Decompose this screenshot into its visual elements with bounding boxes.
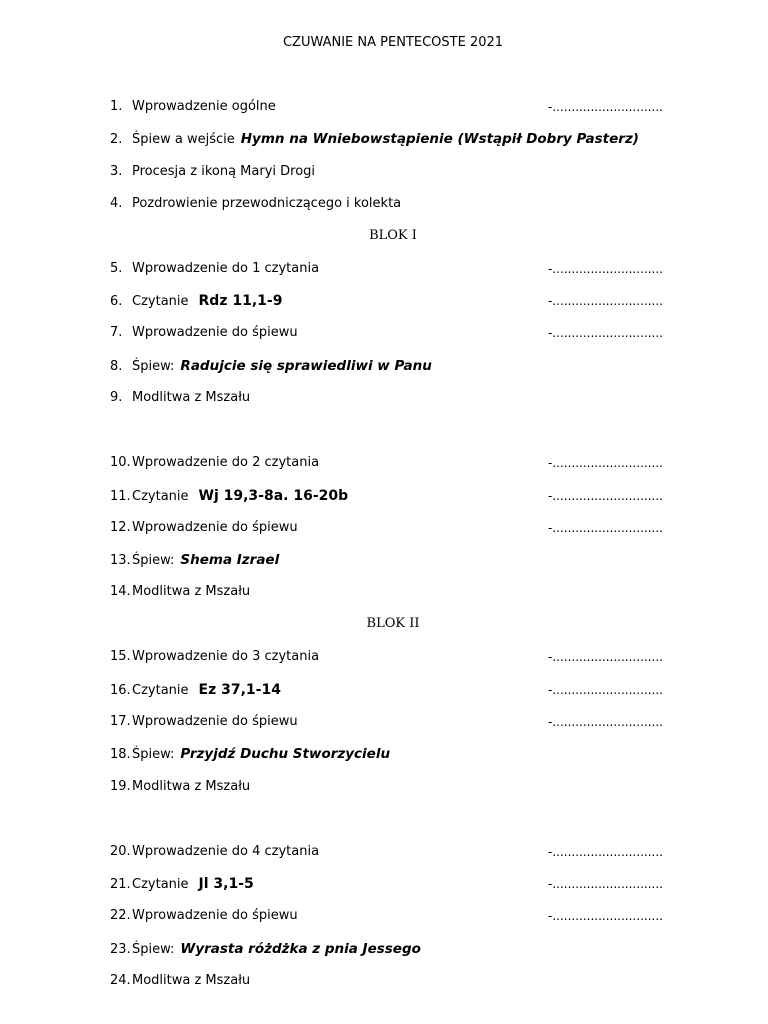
list-item	[110, 323, 670, 343]
item-text: Wprowadzenie do śpiewu	[132, 325, 298, 340]
item-text: Modlitwa z Mszału	[132, 779, 251, 794]
song-title: Hymn na Wniebowstąpienie (Wstąpił Dobry Pasterz)	[240, 131, 639, 147]
item-number: 22.	[110, 908, 131, 923]
item-number: 5.	[110, 261, 123, 276]
fill-in-dots: -.............................	[548, 845, 663, 859]
item-text: Modlitwa z Mszału	[132, 973, 251, 988]
fill-in-dots: -.............................	[548, 294, 663, 308]
list-item	[110, 680, 670, 700]
fill-in-dots: -.............................	[548, 683, 663, 697]
item-number: 3.	[110, 164, 123, 179]
scripture-reference: Ez 37,1-14	[198, 682, 281, 698]
item-number: 1.	[110, 99, 123, 114]
list-item	[110, 453, 670, 473]
item-text: Wprowadzenie do śpiewu	[132, 908, 298, 923]
item-text: Modlitwa z Mszału	[132, 584, 251, 599]
item-text: Wprowadzenie do 2 czytania	[132, 455, 320, 470]
item-text: Wprowadzenie do 3 czytania	[132, 649, 320, 664]
item-number: 17.	[110, 714, 131, 729]
scripture-reference: Rdz 11,1-9	[198, 293, 283, 309]
item-text: Czytanie	[132, 294, 189, 309]
item-number: 11.	[110, 489, 131, 504]
list-item	[110, 486, 670, 506]
item-text: Modlitwa z Mszału	[132, 390, 251, 405]
list-item	[110, 356, 670, 376]
list-item	[110, 939, 670, 959]
fill-in-dots: -.............................	[548, 909, 663, 923]
list-item	[110, 194, 670, 214]
list-item	[110, 744, 670, 764]
fill-in-dots: -.............................	[548, 456, 663, 470]
item-text: Wprowadzenie do 4 czytania	[132, 844, 320, 859]
item-number: 24.	[110, 973, 131, 988]
list-item	[110, 550, 670, 570]
item-number: 12.	[110, 520, 131, 535]
fill-in-dots: -.............................	[548, 100, 663, 114]
song-title: Radujcie się sprawiedliwi w Panu	[180, 358, 432, 374]
list-item	[110, 777, 670, 797]
fill-in-dots: -.............................	[548, 489, 663, 503]
item-text: Czytanie	[132, 877, 189, 892]
song-title: Przyjdź Duchu Stworzycielu	[180, 746, 391, 762]
item-number: 4.	[110, 196, 123, 211]
item-text: Śpiew:	[132, 553, 175, 568]
item-number: 13.	[110, 553, 131, 568]
item-number: 15.	[110, 649, 131, 664]
fill-in-dots: -.............................	[548, 715, 663, 729]
item-text: Wprowadzenie do śpiewu	[132, 714, 298, 729]
item-number: 2.	[110, 132, 123, 147]
item-text: Wprowadzenie do śpiewu	[132, 520, 298, 535]
item-number: 20.	[110, 844, 131, 859]
scripture-reference: Jl 3,1-5	[198, 876, 254, 892]
list-item	[110, 582, 670, 602]
list-item	[110, 971, 670, 991]
block-heading: BLOK II	[366, 616, 420, 631]
item-number: 18.	[110, 747, 131, 762]
list-item	[110, 842, 670, 862]
song-title: Shema Izrael	[180, 552, 280, 568]
item-text: Czytanie	[132, 683, 189, 698]
list-item	[110, 291, 670, 311]
item-number: 23.	[110, 942, 131, 957]
item-text: Śpiew:	[132, 942, 175, 957]
item-number: 10.	[110, 455, 131, 470]
fill-in-dots: -.............................	[548, 326, 663, 340]
list-item	[110, 97, 670, 117]
list-item	[110, 906, 670, 926]
item-number: 16.	[110, 683, 131, 698]
item-text: Śpiew:	[132, 359, 175, 374]
list-item	[110, 129, 670, 149]
item-number: 6.	[110, 294, 123, 309]
item-number: 7.	[110, 325, 123, 340]
item-text: Śpiew:	[132, 747, 175, 762]
item-text: Śpiew a wejście	[132, 132, 235, 147]
page-title: CZUWANIE NA PENTECOSTE 2021	[282, 35, 504, 50]
list-item	[110, 647, 670, 667]
list-item	[110, 259, 670, 279]
scripture-reference: Wj 19,3-8a. 16-20b	[198, 488, 349, 504]
item-number: 19.	[110, 779, 131, 794]
fill-in-dots: -.............................	[548, 650, 663, 664]
block-heading: BLOK I	[369, 228, 417, 243]
item-text: Czytanie	[132, 489, 189, 504]
list-item	[110, 162, 670, 182]
item-text: Wprowadzenie do 1 czytania	[132, 261, 320, 276]
fill-in-dots: -.............................	[548, 262, 663, 276]
item-number: 21.	[110, 877, 131, 892]
item-number: 9.	[110, 390, 123, 405]
fill-in-dots: -.............................	[548, 877, 663, 891]
list-item	[110, 712, 670, 732]
list-item	[110, 518, 670, 538]
item-number: 14.	[110, 584, 131, 599]
list-item	[110, 874, 670, 894]
item-text: Procesja z ikoną Maryi Drogi	[132, 164, 316, 179]
item-text: Wprowadzenie ogólne	[132, 99, 276, 114]
song-title: Wyrasta różdżka z pnia Jessego	[180, 941, 421, 957]
list-item	[110, 388, 670, 408]
item-text: Pozdrowienie przewodniczącego i kolekta	[132, 196, 402, 211]
fill-in-dots: -.............................	[548, 521, 663, 535]
item-number: 8.	[110, 359, 123, 374]
